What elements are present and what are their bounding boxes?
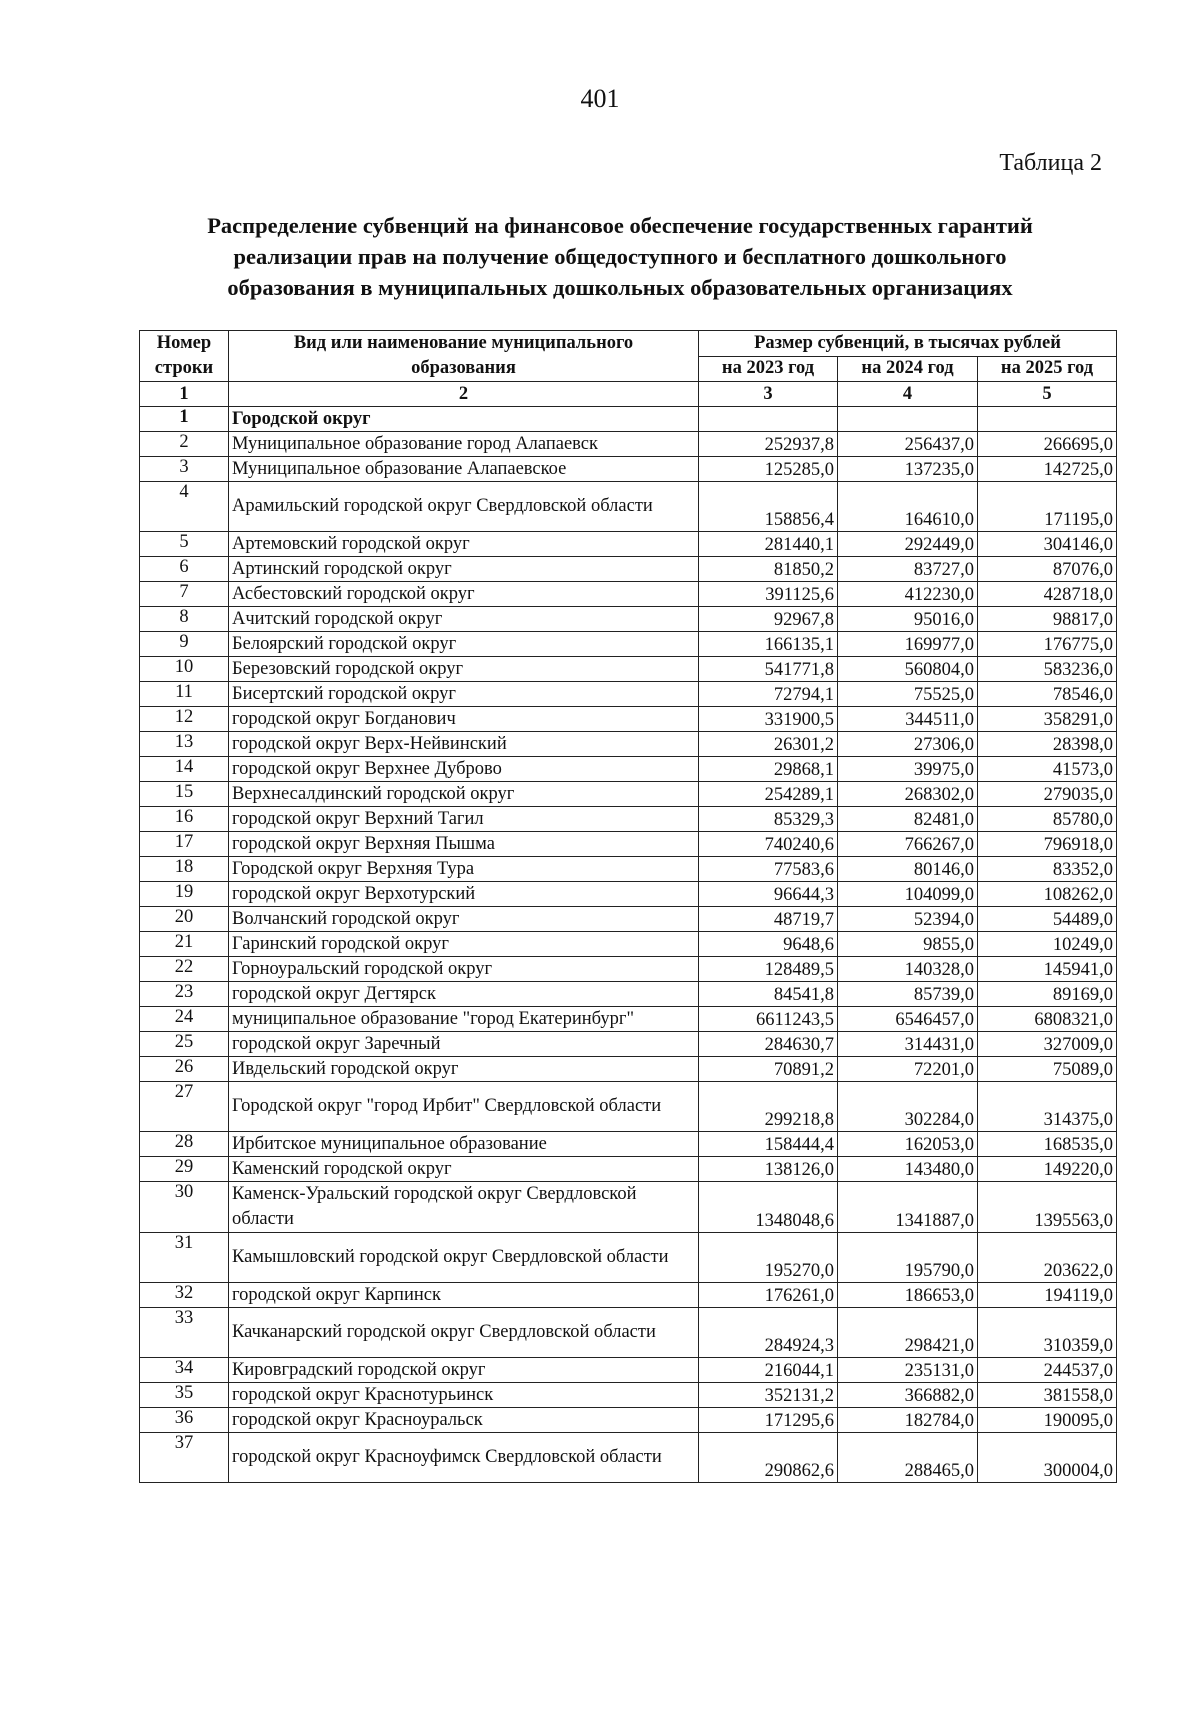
value-2023-cell: 195270,0 [699,1233,838,1283]
municipality-name-cell: Арамильский городской округ Свердловской области [229,482,699,532]
value-2024-cell: 52394,0 [838,907,978,932]
table-row [140,932,1117,957]
table-row [140,1157,1117,1182]
row-number-cell: 19 [140,882,229,907]
municipality-name-cell: Волчанский городской округ [229,907,699,932]
value-2025-cell: 28398,0 [978,732,1117,757]
value-2023-cell: 1348048,6 [699,1182,838,1233]
table-row [140,1182,1117,1233]
municipality-name-cell: Ачитский городской округ [229,607,699,632]
table-row [140,582,1117,607]
value-2024-cell: 6546457,0 [838,1007,978,1032]
value-2023-cell: 252937,8 [699,432,838,457]
table-row [140,857,1117,882]
municipality-name-cell: Муниципальное образование Алапаевское [229,457,699,482]
value-2024-cell: 27306,0 [838,732,978,757]
value-2023-cell [699,407,838,432]
value-2025-cell [978,407,1117,432]
value-2024-cell: 186653,0 [838,1283,978,1308]
value-2025-cell: 149220,0 [978,1157,1117,1182]
value-2024-cell: 104099,0 [838,882,978,907]
municipality-name-cell: городской округ Красноуфимск Свердловской области [229,1433,699,1483]
table-row [140,1132,1117,1157]
row-number-cell: 11 [140,682,229,707]
value-2023-cell: 92967,8 [699,607,838,632]
table-row [140,882,1117,907]
title-line: Распределение субвенций на финансовое обеспечение государственных гарантий [207,213,1033,238]
municipality-name-cell: Кировградский городской округ [229,1358,699,1383]
value-2023-cell: 541771,8 [699,657,838,682]
table-body [140,407,1117,1483]
value-2024-cell: 85739,0 [838,982,978,1007]
value-2023-cell: 290862,6 [699,1433,838,1483]
municipality-name-cell: Гаринский городской округ [229,932,699,957]
table-row [140,432,1117,457]
municipality-name-cell: Березовский городской округ [229,657,699,682]
table-row [140,832,1117,857]
table-row [140,1057,1117,1082]
value-2024-cell: 195790,0 [838,1233,978,1283]
municipality-name-cell: Городской округ Верхняя Тура [229,857,699,882]
value-2024-cell: 298421,0 [838,1308,978,1358]
row-number-cell: 23 [140,982,229,1007]
table-row [140,1007,1117,1032]
value-2025-cell: 10249,0 [978,932,1117,957]
header-year-2025: на 2025 год [978,356,1117,382]
value-2025-cell: 168535,0 [978,1132,1117,1157]
table-row [140,407,1117,432]
row-number-cell: 29 [140,1157,229,1182]
header-year-2023: на 2023 год [699,356,838,382]
row-number-cell: 27 [140,1082,229,1132]
value-2023-cell: 77583,6 [699,857,838,882]
value-2024-cell: 256437,0 [838,432,978,457]
value-2024-cell: 82481,0 [838,807,978,832]
value-2023-cell: 96644,3 [699,882,838,907]
value-2025-cell: 304146,0 [978,532,1117,557]
value-2025-cell: 279035,0 [978,782,1117,807]
municipality-name-cell: городской округ Дегтярск [229,982,699,1007]
row-number-cell: 21 [140,932,229,957]
table-row [140,757,1117,782]
value-2024-cell: 235131,0 [838,1358,978,1383]
value-2025-cell: 266695,0 [978,432,1117,457]
municipality-name-cell: Асбестовский городской округ [229,582,699,607]
table-row [140,957,1117,982]
value-2023-cell: 284924,3 [699,1308,838,1358]
page-number: 401 [580,84,620,113]
table-row [140,457,1117,482]
municipality-name-cell: Верхнесалдинский городской округ [229,782,699,807]
table-row [140,1032,1117,1057]
value-2023-cell: 84541,8 [699,982,838,1007]
municipality-name-cell: городской округ Верх-Нейвинский [229,732,699,757]
value-2023-cell: 299218,8 [699,1082,838,1132]
row-number-cell: 32 [140,1283,229,1308]
row-number-cell: 5 [140,532,229,557]
value-2025-cell: 244537,0 [978,1358,1117,1383]
value-2024-cell: 72201,0 [838,1057,978,1082]
value-2024-cell: 95016,0 [838,607,978,632]
table-row [140,1433,1117,1483]
value-2024-cell: 169977,0 [838,632,978,657]
title-line: реализации прав на получение общедоступного и бесплатного дошкольного [233,244,1007,269]
header-row-number: Номер строки [140,331,229,382]
municipality-name-cell: Качканарский городской округ Свердловской области [229,1308,699,1358]
value-2024-cell: 182784,0 [838,1408,978,1433]
value-2024-cell: 302284,0 [838,1082,978,1132]
column-number: 2 [229,382,699,407]
value-2025-cell: 83352,0 [978,857,1117,882]
value-2023-cell: 48719,7 [699,907,838,932]
value-2025-cell: 171195,0 [978,482,1117,532]
value-2023-cell: 72794,1 [699,682,838,707]
row-number-cell: 7 [140,582,229,607]
value-2023-cell: 391125,6 [699,582,838,607]
subventions-table [139,330,1117,1483]
municipality-name-cell: Ирбитское муниципальное образование [229,1132,699,1157]
value-2024-cell: 1341887,0 [838,1182,978,1233]
row-number-cell: 18 [140,857,229,882]
value-2025-cell: 145941,0 [978,957,1117,982]
value-2024-cell: 766267,0 [838,832,978,857]
value-2023-cell: 254289,1 [699,782,838,807]
row-number-cell: 2 [140,432,229,457]
row-number-cell: 24 [140,1007,229,1032]
value-2024-cell: 162053,0 [838,1132,978,1157]
column-number: 4 [838,382,978,407]
value-2023-cell: 284630,7 [699,1032,838,1057]
row-number-cell: 12 [140,707,229,732]
table-row [140,1082,1117,1132]
municipality-name-cell: Муниципальное образование город Алапаевск [229,432,699,457]
row-number-cell: 6 [140,557,229,582]
value-2024-cell: 344511,0 [838,707,978,732]
value-2024-cell: 366882,0 [838,1383,978,1408]
value-2023-cell: 166135,1 [699,632,838,657]
value-2025-cell: 75089,0 [978,1057,1117,1082]
municipality-name-cell: городской округ Богданович [229,707,699,732]
row-number-cell: 3 [140,457,229,482]
table-row [140,907,1117,932]
value-2023-cell: 281440,1 [699,532,838,557]
row-number-cell: 8 [140,607,229,632]
table-row [140,982,1117,1007]
value-2024-cell: 288465,0 [838,1433,978,1483]
column-number: 5 [978,382,1117,407]
municipality-name-cell: Городской округ "город Ирбит" Свердловской области [229,1082,699,1132]
value-2025-cell: 327009,0 [978,1032,1117,1057]
row-number-cell: 22 [140,957,229,982]
value-2023-cell: 128489,5 [699,957,838,982]
value-2025-cell: 300004,0 [978,1433,1117,1483]
value-2023-cell: 216044,1 [699,1358,838,1383]
column-number: 3 [699,382,838,407]
value-2023-cell: 352131,2 [699,1383,838,1408]
value-2024-cell: 80146,0 [838,857,978,882]
municipality-name-cell: Каменский городской округ [229,1157,699,1182]
municipality-name-cell: городской округ Верхняя Пышма [229,832,699,857]
value-2025-cell: 6808321,0 [978,1007,1117,1032]
row-number-cell: 13 [140,732,229,757]
value-2025-cell: 89169,0 [978,982,1117,1007]
value-2023-cell: 26301,2 [699,732,838,757]
value-2025-cell: 41573,0 [978,757,1117,782]
value-2025-cell: 108262,0 [978,882,1117,907]
table-row [140,682,1117,707]
municipality-name-cell: Артинский городской округ [229,557,699,582]
value-2025-cell: 54489,0 [978,907,1117,932]
table-row [140,1383,1117,1408]
row-number-cell: 33 [140,1308,229,1358]
value-2023-cell: 158444,4 [699,1132,838,1157]
municipality-name-cell: Горноуральский городской округ [229,957,699,982]
row-number-cell: 37 [140,1433,229,1483]
value-2024-cell: 560804,0 [838,657,978,682]
table-row [140,707,1117,732]
value-2024-cell [838,407,978,432]
value-2024-cell: 140328,0 [838,957,978,982]
value-2024-cell: 75525,0 [838,682,978,707]
table-row [140,632,1117,657]
municipality-name-cell: Белоярский городской округ [229,632,699,657]
value-2025-cell: 314375,0 [978,1082,1117,1132]
table-row [140,1308,1117,1358]
row-number-cell: 34 [140,1358,229,1383]
table-row [140,532,1117,557]
value-2025-cell: 310359,0 [978,1308,1117,1358]
value-2024-cell: 137235,0 [838,457,978,482]
header-amount: Размер субвенций, в тысячах рублей [699,331,1117,357]
table-row [140,482,1117,532]
table-row [140,1358,1117,1383]
value-2023-cell: 176261,0 [699,1283,838,1308]
municipality-name-cell: муниципальное образование "город Екатеринбург" [229,1007,699,1032]
table-row [140,1233,1117,1283]
row-number-cell: 9 [140,632,229,657]
value-2025-cell: 142725,0 [978,457,1117,482]
row-number-cell: 35 [140,1383,229,1408]
row-number-cell: 26 [140,1057,229,1082]
row-number-cell: 25 [140,1032,229,1057]
municipality-name-cell: Городской округ [229,407,699,432]
value-2025-cell: 796918,0 [978,832,1117,857]
row-number-cell: 10 [140,657,229,682]
value-2025-cell: 176775,0 [978,632,1117,657]
table-row [140,732,1117,757]
value-2023-cell: 138126,0 [699,1157,838,1182]
value-2023-cell: 171295,6 [699,1408,838,1433]
value-2025-cell: 194119,0 [978,1283,1117,1308]
value-2023-cell: 81850,2 [699,557,838,582]
row-number-cell: 14 [140,757,229,782]
header-name: Вид или наименование муниципального образования [229,331,699,382]
value-2025-cell: 98817,0 [978,607,1117,632]
value-2023-cell: 125285,0 [699,457,838,482]
value-2024-cell: 412230,0 [838,582,978,607]
value-2023-cell: 9648,6 [699,932,838,957]
row-number-cell: 1 [140,407,229,432]
header-year-2024: на 2024 год [838,356,978,382]
value-2023-cell: 158856,4 [699,482,838,532]
value-2025-cell: 1395563,0 [978,1182,1117,1233]
row-number-cell: 36 [140,1408,229,1433]
municipality-name-cell: городской округ Заречный [229,1032,699,1057]
value-2023-cell: 740240,6 [699,832,838,857]
row-number-cell: 16 [140,807,229,832]
value-2025-cell: 85780,0 [978,807,1117,832]
row-number-cell: 4 [140,482,229,532]
municipality-name-cell: городской округ Верхнее Дуброво [229,757,699,782]
table-row [140,1283,1117,1308]
value-2025-cell: 583236,0 [978,657,1117,682]
value-2025-cell: 203622,0 [978,1233,1117,1283]
row-number-cell: 30 [140,1182,229,1233]
table-row [140,657,1117,682]
row-number-cell: 20 [140,907,229,932]
municipality-name-cell: городской округ Верхотурский [229,882,699,907]
value-2023-cell: 85329,3 [699,807,838,832]
municipality-name-cell: Каменск-Уральский городской округ Свердловской области [229,1182,699,1233]
value-2025-cell: 87076,0 [978,557,1117,582]
table-row [140,782,1117,807]
value-2024-cell: 164610,0 [838,482,978,532]
value-2025-cell: 190095,0 [978,1408,1117,1433]
value-2024-cell: 268302,0 [838,782,978,807]
table-row [140,807,1117,832]
title-line: образования в муниципальных дошкольных образовательных организациях [227,275,1013,300]
value-2024-cell: 39975,0 [838,757,978,782]
row-number-cell: 17 [140,832,229,857]
municipality-name-cell: городской округ Верхний Тагил [229,807,699,832]
row-number-cell: 31 [140,1233,229,1283]
row-number-cell: 15 [140,782,229,807]
municipality-name-cell: Артемовский городской округ [229,532,699,557]
table-row [140,557,1117,582]
row-number-cell: 28 [140,1132,229,1157]
municipality-name-cell: Бисертский городской округ [229,682,699,707]
value-2025-cell: 381558,0 [978,1383,1117,1408]
value-2023-cell: 29868,1 [699,757,838,782]
municipality-name-cell: Ивдельский городской округ [229,1057,699,1082]
table-label: Таблица 2 [999,150,1102,176]
value-2025-cell: 358291,0 [978,707,1117,732]
value-2025-cell: 78546,0 [978,682,1117,707]
value-2024-cell: 292449,0 [838,532,978,557]
value-2023-cell: 331900,5 [699,707,838,732]
value-2024-cell: 314431,0 [838,1032,978,1057]
value-2023-cell: 6611243,5 [699,1007,838,1032]
value-2025-cell: 428718,0 [978,582,1117,607]
table-row [140,607,1117,632]
municipality-name-cell: городской округ Краснотурьинск [229,1383,699,1408]
document-title [120,210,1120,303]
value-2023-cell: 70891,2 [699,1057,838,1082]
municipality-name-cell: городской округ Красноуральск [229,1408,699,1433]
value-2024-cell: 83727,0 [838,557,978,582]
municipality-name-cell: городской округ Карпинск [229,1283,699,1308]
table-row [140,1408,1117,1433]
value-2024-cell: 9855,0 [838,932,978,957]
value-2024-cell: 143480,0 [838,1157,978,1182]
column-number: 1 [140,382,229,407]
municipality-name-cell: Камышловский городской округ Свердловской области [229,1233,699,1283]
